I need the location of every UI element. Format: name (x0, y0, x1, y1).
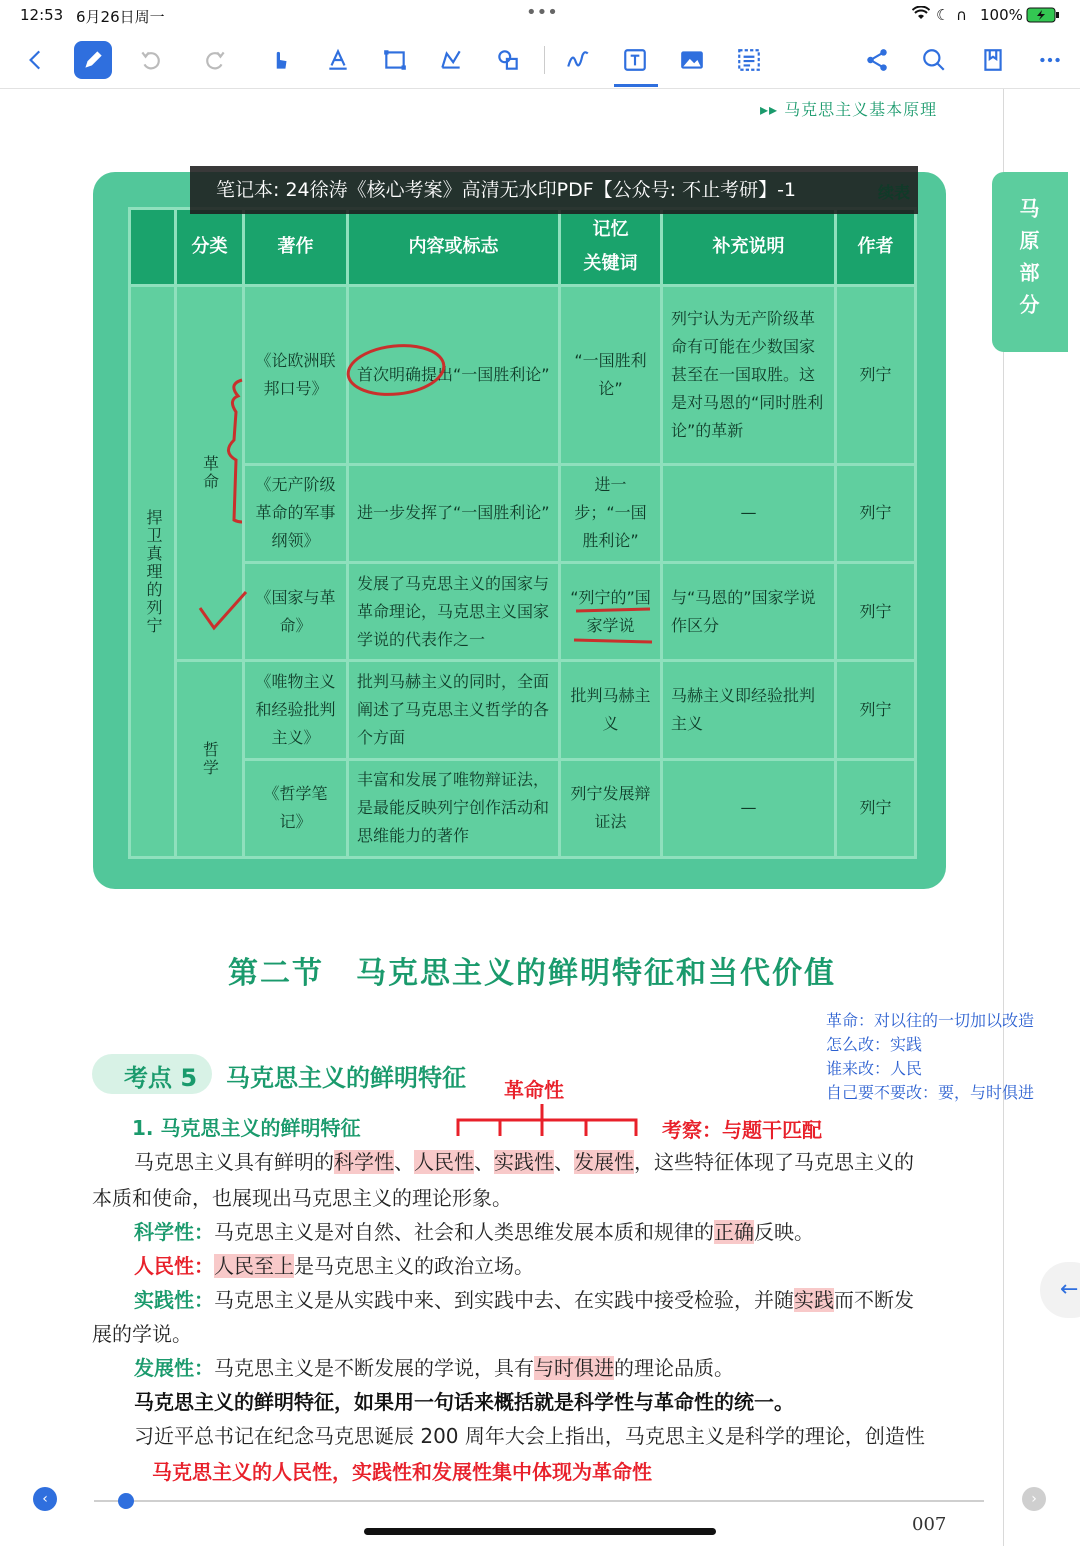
author-cell: 列宁 (836, 661, 916, 759)
keyword-cell: “列宁的”国家学说 (560, 563, 662, 661)
sub-title: 1. 马克思主义的鲜明特征 (132, 1116, 361, 1140)
author-cell: 列宁 (836, 563, 916, 661)
continued-label: 续表 (878, 183, 911, 202)
ink-note-revolution: 革命性 (504, 1078, 564, 1102)
work-cell: 《论欧洲联邦口号》 (244, 286, 348, 465)
author-cell: 列宁 (836, 464, 916, 562)
author-cell: 列宁 (836, 759, 916, 857)
kaodian-title: 马克思主义的鲜明特征 (226, 1064, 466, 1092)
running-header: ▸▸ 马克思主义基本原理 (760, 100, 938, 119)
prev-page-button[interactable] (33, 1487, 57, 1511)
author-cell: 列宁 (836, 286, 916, 465)
content-cell: 批判马赫主义的同时，全面阐述了马克思主义哲学的各个方面 (348, 661, 560, 759)
side-note: 革命：对以往的一切加以改造 (826, 1011, 1035, 1030)
page-scrubber-track[interactable] (94, 1500, 984, 1502)
para-people: 人民性：人民至上是马克思主义的政治立场。 (134, 1254, 534, 1278)
trait-practice: 实践性 (494, 1150, 554, 1174)
moon-icon: ☾ (936, 6, 950, 24)
multitask-dots[interactable]: ••• (526, 2, 558, 23)
headphones-icon: ∩ (956, 6, 967, 24)
para-traits-cont: 本质和使命，也展现出马克思主义的理论形象。 (92, 1186, 512, 1210)
note-cell: — (662, 464, 836, 562)
section-title: 第二节 马克思主义的鲜明特征和当代价值 (228, 956, 836, 991)
note-cell: 与“马恩的”国家学说作区分 (662, 563, 836, 661)
ink-note-exam: 考察：与题干匹配 (662, 1118, 822, 1142)
content-cell: 发展了马克思主义的国家与革命理论，马克思主义国家学说的代表作之一 (348, 563, 560, 661)
content-cell: 进一步发挥了“一国胜利论” (348, 464, 560, 562)
note-cell: 列宁认为无产阶级革命有可能在少数国家甚至在一国取胜。这是对马恩的“同时胜利论”的革新 (662, 286, 836, 465)
ink-tree-bracket (458, 1104, 636, 1136)
keyword-cell: 批判马赫主义 (560, 661, 662, 759)
ink-circle (346, 341, 446, 399)
notebook-title-overlay: 笔记本: 24徐涛《核心考案》高清无水印PDF【公众号: 不止考研】-1 (190, 166, 918, 214)
header-content: 内容或标志 (348, 209, 560, 286)
page-number: 007 (912, 1514, 947, 1535)
side-note: 自己要不要改：要，与时俱进 (826, 1083, 1035, 1102)
side-note: 怎么改：实践 (826, 1035, 923, 1054)
ink-underline (574, 609, 652, 642)
subgroup-revolution: 革命 (200, 455, 220, 492)
para-traits: 马克思主义具有鲜明的科学性、人民性、实践性、发展性，这些特征体现了马克思主义的 (134, 1150, 914, 1174)
para-xi: 习近平总书记在纪念马克思诞辰 200 周年大会上指出，马克思主义是科学的理论，创造性 (134, 1424, 925, 1448)
header-keyword: 记忆 关键词 (560, 209, 662, 286)
side-note: 谁来改：人民 (826, 1059, 923, 1078)
group-label: 捍卫真理的列宁 (144, 508, 163, 635)
ink-checkmark (200, 592, 246, 628)
work-cell: 《国家与革命》 (244, 563, 348, 661)
kaodian-label: 考点 5 (124, 1064, 198, 1092)
ink-bracket (228, 380, 242, 522)
keyword-cell: “一国胜利论” (560, 286, 662, 465)
trait-people: 人民性 (414, 1150, 474, 1174)
trait-science: 科学性 (334, 1150, 394, 1174)
work-cell: 《无产阶级革命的军事纲领》 (244, 464, 348, 562)
arrow-left-icon: ← (1060, 1277, 1079, 1302)
subgroup-philosophy: 哲学 (200, 741, 220, 778)
para-practice-cont: 展的学说。 (92, 1322, 192, 1346)
section-side-tab[interactable] (992, 172, 1068, 352)
ink-note-red: 马克思主义的人民性，实践性和发展性集中体现为革命性 (152, 1460, 652, 1484)
para-development: 发展性：马克思主义是不断发展的学说，具有与时俱进的理论品质。 (134, 1356, 734, 1380)
para-practice: 实践性：马克思主义是从实践中来、到实践中去、在实践中接受检验，并随实践而不断发 (134, 1288, 914, 1312)
battery-percent: 100% (980, 6, 1023, 24)
keyword-cell: 列宁发展辩证法 (560, 759, 662, 857)
para-summary: 马克思主义的鲜明特征，如果用一句话来概括就是科学性与革命性的统一。 (134, 1390, 794, 1414)
side-tab-label: 马原部分 (1016, 198, 1040, 326)
work-cell: 《唯物主义和经验批判主义》 (244, 661, 348, 759)
header-work: 著作 (244, 209, 348, 286)
header-author: 作者 (836, 209, 916, 286)
content-cell: 首次明确提出“一国胜利论” (348, 286, 560, 465)
chevron-right-icon: › (1031, 1491, 1037, 1507)
status-date: 6月26日周一 (76, 8, 165, 26)
chevron-left-icon: ‹ (42, 1491, 48, 1507)
next-page-button[interactable] (1022, 1487, 1046, 1511)
note-cell: 马赫主义即经验批判主义 (662, 661, 836, 759)
para-science: 科学性：马克思主义是对自然、社会和人类思维发展本质和规律的正确反映。 (134, 1220, 814, 1244)
work-cell: 《哲学笔记》 (244, 759, 348, 857)
keyword-cell: 进一步；“一国胜利论” (560, 464, 662, 562)
page-scrubber-handle[interactable] (118, 1493, 134, 1509)
note-cell: — (662, 759, 836, 857)
header-note: 补充说明 (662, 209, 836, 286)
trait-development: 发展性 (574, 1150, 634, 1174)
home-indicator[interactable] (364, 1528, 716, 1535)
header-category: 分类 (176, 209, 244, 286)
status-time: 12:53 (20, 6, 64, 24)
content-cell: 丰富和发展了唯物辩证法，是最能反映列宁创作活动和思维能力的著作 (348, 759, 560, 857)
